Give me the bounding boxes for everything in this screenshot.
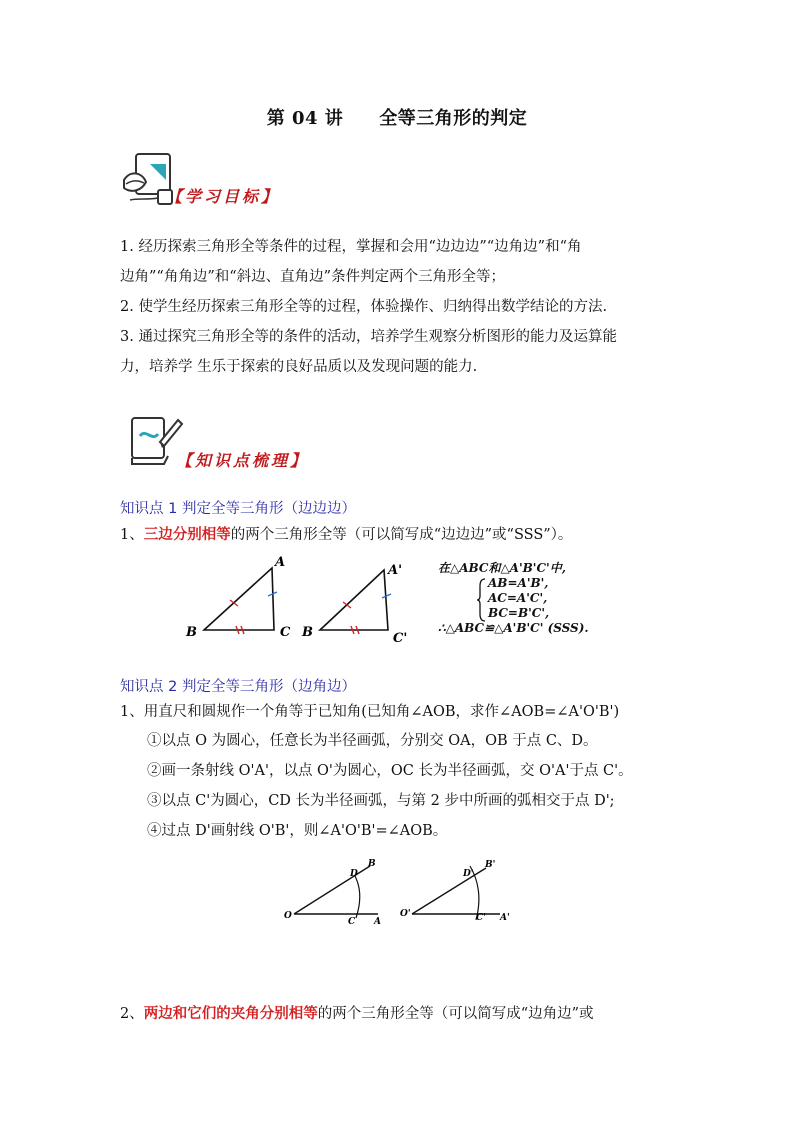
label-d: D [350, 869, 358, 879]
label-b: B [368, 859, 376, 869]
label-d-prime: D' [463, 869, 474, 879]
kp2-intro: 1、用直尺和圆规作一个角等于已知角(已知角∠AOB，求作∠AOB=∠A'O'B') [120, 704, 620, 720]
kp1-statement [120, 523, 572, 544]
brace-icon [476, 578, 486, 622]
proof-line: 在△ABC和△A'B'C'中, [438, 561, 566, 575]
lesson-number: 第 04 讲 [266, 108, 344, 129]
kp1-heading: 知识点 1 判定全等三角形（边边边） [120, 501, 356, 517]
label-b-prime: B' [485, 860, 496, 870]
proof-line: ∴△ABC≌△A'B'C' (SSS). [438, 621, 589, 635]
page-title [0, 104, 794, 130]
label-o: O [284, 911, 292, 921]
kp1-highlight: 三边分别相等 [143, 526, 231, 543]
notebook-pen-icon [124, 412, 184, 470]
label-a-prime: A' [388, 563, 403, 578]
kp2-steps [147, 726, 633, 846]
proof-line: AC=A'C', [488, 591, 548, 605]
goal-line: 1. 经历探索三角形全等条件的过程，掌握和会用“边边边”“边角边”和“角 [120, 239, 582, 255]
label-a-prime: A' [500, 913, 510, 923]
triangle-abc [185, 555, 291, 640]
sss-proof [438, 561, 589, 636]
goal-line: 3. 通过探究三角形全等的条件的活动，培养学生观察分析图形的能力及运算能 [120, 329, 617, 345]
label-o-prime: O' [400, 909, 411, 919]
proof-line: AB=A'B', [488, 576, 549, 590]
label-a: A [275, 555, 286, 570]
label-c: C [280, 625, 291, 640]
label-c-prime: C' [476, 913, 486, 923]
proof-line: BC=B'C', [488, 606, 550, 620]
step-1: ①以点 O 为圆心，任意长为半径画弧，分别交 OA，OB 于点 C、D。 [147, 733, 598, 749]
kp2-statement [120, 1002, 594, 1023]
knowledge-banner: 【知识点梳理】 [176, 451, 310, 470]
label-b-prime: B [302, 625, 313, 640]
kp2-heading: 知识点 2 判定全等三角形（边角边） [120, 679, 356, 695]
goal-line: 2. 使学生经历探索三角形全等的过程，体验操作、归纳得出数学结论的方法. [120, 299, 608, 315]
kp1-prefix: 1、 [120, 527, 144, 543]
goals-text [120, 232, 676, 382]
goal-line: 力，培养学 生乐于探索的良好品质以及发现问题的能力. [120, 359, 478, 375]
kp2-rest: 的两个三角形全等（可以简写成“边角边”或 [317, 1006, 594, 1022]
step-4: ④过点 D'画射线 O'B'，则∠A'O'B'=∠AOB。 [147, 823, 448, 839]
angle-aob [284, 859, 381, 926]
label-c: C [348, 917, 356, 926]
step-3: ③以点 C'为圆心，CD 长为半径画弧，与第 2 步中所画的弧相交于点 D'; [147, 793, 615, 809]
sss-figure [180, 552, 420, 648]
goals-banner: 【学习目标】 [166, 187, 281, 206]
angle-construction-figure [280, 856, 520, 926]
lesson-title: 全等三角形的判定 [379, 108, 528, 129]
label-c-prime: C' [393, 631, 408, 646]
step-2: ②画一条射线 O'A'，以点 O'为圆心，OC 长为半径画弧，交 O'A'于点 C'。 [147, 763, 633, 779]
label-b: B [186, 625, 197, 640]
triangle-a2b2c2 [301, 563, 407, 646]
label-a: A [374, 917, 381, 926]
kp2-prefix: 2、 [120, 1006, 144, 1022]
kp2-highlight: 两边和它们的夹角分别相等 [143, 1005, 318, 1022]
angle-a2o2b2 [400, 860, 510, 923]
goal-line: 边角”“角角边”和“斜边、直角边”条件判定两个三角形全等； [120, 269, 506, 285]
kp1-rest: 的两个三角形全等（可以简写成“边边边”或“SSS”）。 [230, 527, 573, 543]
